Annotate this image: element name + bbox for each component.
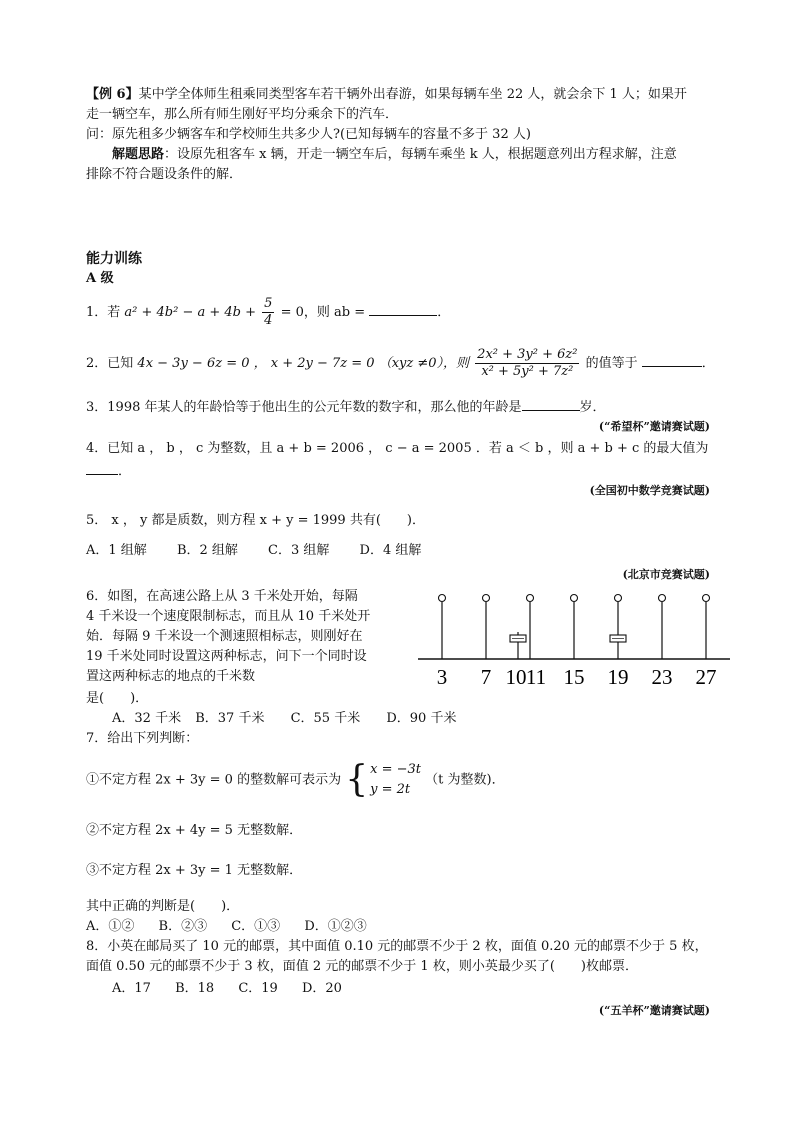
q4-source: (全国初中数学竞赛试题)	[589, 484, 710, 497]
q8-option-d[interactable]: D．20	[301, 981, 342, 996]
q5-options	[86, 542, 447, 560]
speed-limit-post-7	[483, 595, 490, 660]
q6-option-b[interactable]: B．37 千米	[195, 711, 265, 726]
section-level: A 级	[86, 271, 114, 286]
q2-fraction	[475, 347, 579, 380]
q3-source: (“希望杯”邀请赛试题)	[598, 420, 710, 433]
q5-option-b[interactable]: B．2 组解	[176, 543, 238, 558]
q6-line2: 4 千米设一个速度限制标志，而且从 10 千米处开	[86, 609, 371, 624]
q8-line1: 8．小英在邮局买了 10 元的邮票，其中面值 0.10 元的邮票不少于 2 枚，面值 0.20 元的邮票不少于 5 枚，	[86, 939, 708, 954]
q1-fraction	[262, 296, 274, 329]
example6-line2: 走一辆空车，那么所有师生刚好平均分乘余下的汽车．	[86, 107, 399, 122]
q6-line5: 置这两种标志的地点的千米数	[86, 669, 256, 684]
example6-hint-line2: 排除不符合题设条件的解．	[86, 167, 243, 182]
speed-limit-post-23	[659, 595, 666, 660]
q6-line4: 19 千米处同时设置这两种标志，问下一个同时设	[86, 649, 367, 664]
q2-frac-den: x² + 5y² + 7z²	[481, 364, 574, 379]
question-4-line2	[86, 462, 131, 481]
q7-option-a[interactable]: A．①②	[86, 919, 135, 934]
km-label-23: 23	[651, 665, 673, 689]
q4-answer-blank[interactable]	[86, 462, 118, 475]
q7-option-c[interactable]: C．①③	[231, 919, 281, 934]
q8-option-b[interactable]: B．18	[175, 981, 215, 996]
speed-limit-post-3	[439, 595, 446, 660]
q7-judgement-1	[86, 760, 505, 801]
q6-option-d[interactable]: D．90 千米	[386, 711, 457, 726]
q2-answer-blank[interactable]	[642, 354, 702, 367]
q7-question: 其中正确的判断是( )．	[86, 899, 240, 914]
question-5: 5． x ， y 都是质数，则方程 x + y = 1999 共有( )．	[86, 513, 425, 528]
question-1	[86, 296, 450, 330]
q6-option-a[interactable]: A．32 千米	[112, 711, 182, 726]
speed-limit-post-27	[703, 595, 710, 660]
q7-j1-prefix: ①不定方程 2x + 3y = 0 的整数解可表示为	[86, 772, 342, 788]
q8-option-c[interactable]: C．19	[238, 981, 278, 996]
q2-end: ．	[701, 356, 715, 371]
speed-limit-post-15	[571, 595, 578, 660]
example6-tag: 【例 6】	[86, 87, 139, 102]
question-2	[86, 346, 715, 382]
q5-option-c[interactable]: C．3 组解	[268, 543, 330, 558]
q8-options	[112, 980, 368, 998]
q6-option-c[interactable]: C．55 千米	[290, 711, 361, 726]
section-title: 能力训练	[86, 251, 142, 267]
q5-option-d[interactable]: D．4 组解	[359, 543, 422, 558]
km-label-3: 3	[436, 665, 448, 689]
km-label-10: 10	[505, 665, 527, 689]
km-label-11: 11	[525, 665, 547, 689]
brace-symbol: {	[345, 759, 369, 800]
hint-label: 解题思路	[112, 147, 165, 162]
q8-option-a[interactable]: A．17	[112, 981, 151, 996]
q7-option-d[interactable]: D．①②③	[304, 919, 367, 934]
q5-source: (北京市竞赛试题)	[622, 568, 710, 581]
q1-prefix: 1．若	[86, 305, 121, 320]
q3-end: 岁．	[579, 400, 606, 415]
speed-camera-post-10	[510, 632, 526, 659]
speed-limit-post-11	[527, 595, 534, 660]
q4-end: ．	[118, 464, 132, 479]
q1-answer-blank[interactable]	[369, 303, 437, 316]
example6-hint-line1	[112, 146, 677, 164]
hint-text1: ：设原先租客车 x 辆，开走一辆空车后，每辆车乘坐 k 人，根据题意列出方程求解，注意	[164, 147, 677, 162]
question-4-line1: 4．已知 a ， b ， c 为整数，且 a + b = 2006 ， c − a = 2005 ．若 a ＜ b ，则 a + b + c 的最大值为	[86, 441, 709, 456]
q7-intro: 7．给出下列判断：	[86, 731, 199, 746]
q1-frac-num: 5	[264, 296, 273, 311]
km-label-15: 15	[563, 665, 585, 689]
q7-option-b[interactable]: B．②③	[158, 919, 208, 934]
q7-system	[370, 760, 421, 800]
q6-line1: 6．如图，在高速公路上从 3 千米处开始，每隔	[86, 589, 358, 604]
q8-line2: 面值 0.50 元的邮票不少于 3 枚，面值 2 元的邮票不少于 1 枚，则小英最少买了( )枚邮票．	[86, 959, 638, 974]
q7-j1-suffix: （t 为整数)．	[425, 772, 505, 788]
q2-prefix: 2．已知	[86, 356, 134, 371]
q3-text: 3．1998 年某人的年龄恰等于他出生的公元年数的数字和，那么他的年龄是	[86, 400, 522, 415]
q5-option-a[interactable]: A．1 组解	[86, 543, 147, 558]
km-label-19: 19	[607, 665, 629, 689]
q2-suffix: 的值等于	[585, 356, 638, 371]
q7-options	[86, 918, 393, 936]
q2-expr: 4x − 3y − 6z = 0 ， x + 2y − 7z = 0 （xyz ≠0），则	[137, 356, 470, 371]
q7-judgement-3: ③不定方程 2x + 3y = 1 无整数解．	[86, 863, 303, 878]
q6-line6: 是( )．	[86, 691, 149, 706]
q7-sys-line1: x = −3t	[370, 762, 422, 777]
q1-end: ．	[437, 305, 451, 320]
highway-sign-figure	[412, 588, 734, 692]
q3-answer-blank[interactable]	[522, 398, 580, 411]
dual-sign-post-19	[610, 595, 626, 660]
q6-options	[112, 710, 482, 728]
km-label-7: 7	[480, 665, 492, 689]
example6-text1: 某中学全体师生租乘同类型客车若干辆外出春游，如果每辆车坐 22 人，就会余下 1 人；如果开	[138, 87, 687, 102]
q8-source: (“五羊杯”邀请赛试题)	[598, 1004, 710, 1017]
example6-question: 问：原先租多少辆客车和学校师生共多少人?(已知每辆车的容量不多于 32 人)	[86, 127, 531, 142]
q7-judgement-2: ②不定方程 2x + 4y = 5 无整数解．	[86, 823, 303, 838]
q6-line3: 始．每隔 9 千米设一个测速照相标志，则刚好在	[86, 629, 363, 644]
example6-line1	[86, 86, 687, 104]
km-label-27: 27	[695, 665, 717, 689]
q1-suffix: = 0，则 ab =	[280, 305, 366, 320]
question-3	[86, 398, 606, 417]
q1-frac-den: 4	[264, 313, 273, 328]
q7-sys-line2: y = 2t	[370, 782, 411, 797]
q1-expr: a² + 4b² − a + 4b +	[124, 305, 257, 320]
q2-frac-num: 2x² + 3y² + 6z²	[477, 347, 578, 362]
